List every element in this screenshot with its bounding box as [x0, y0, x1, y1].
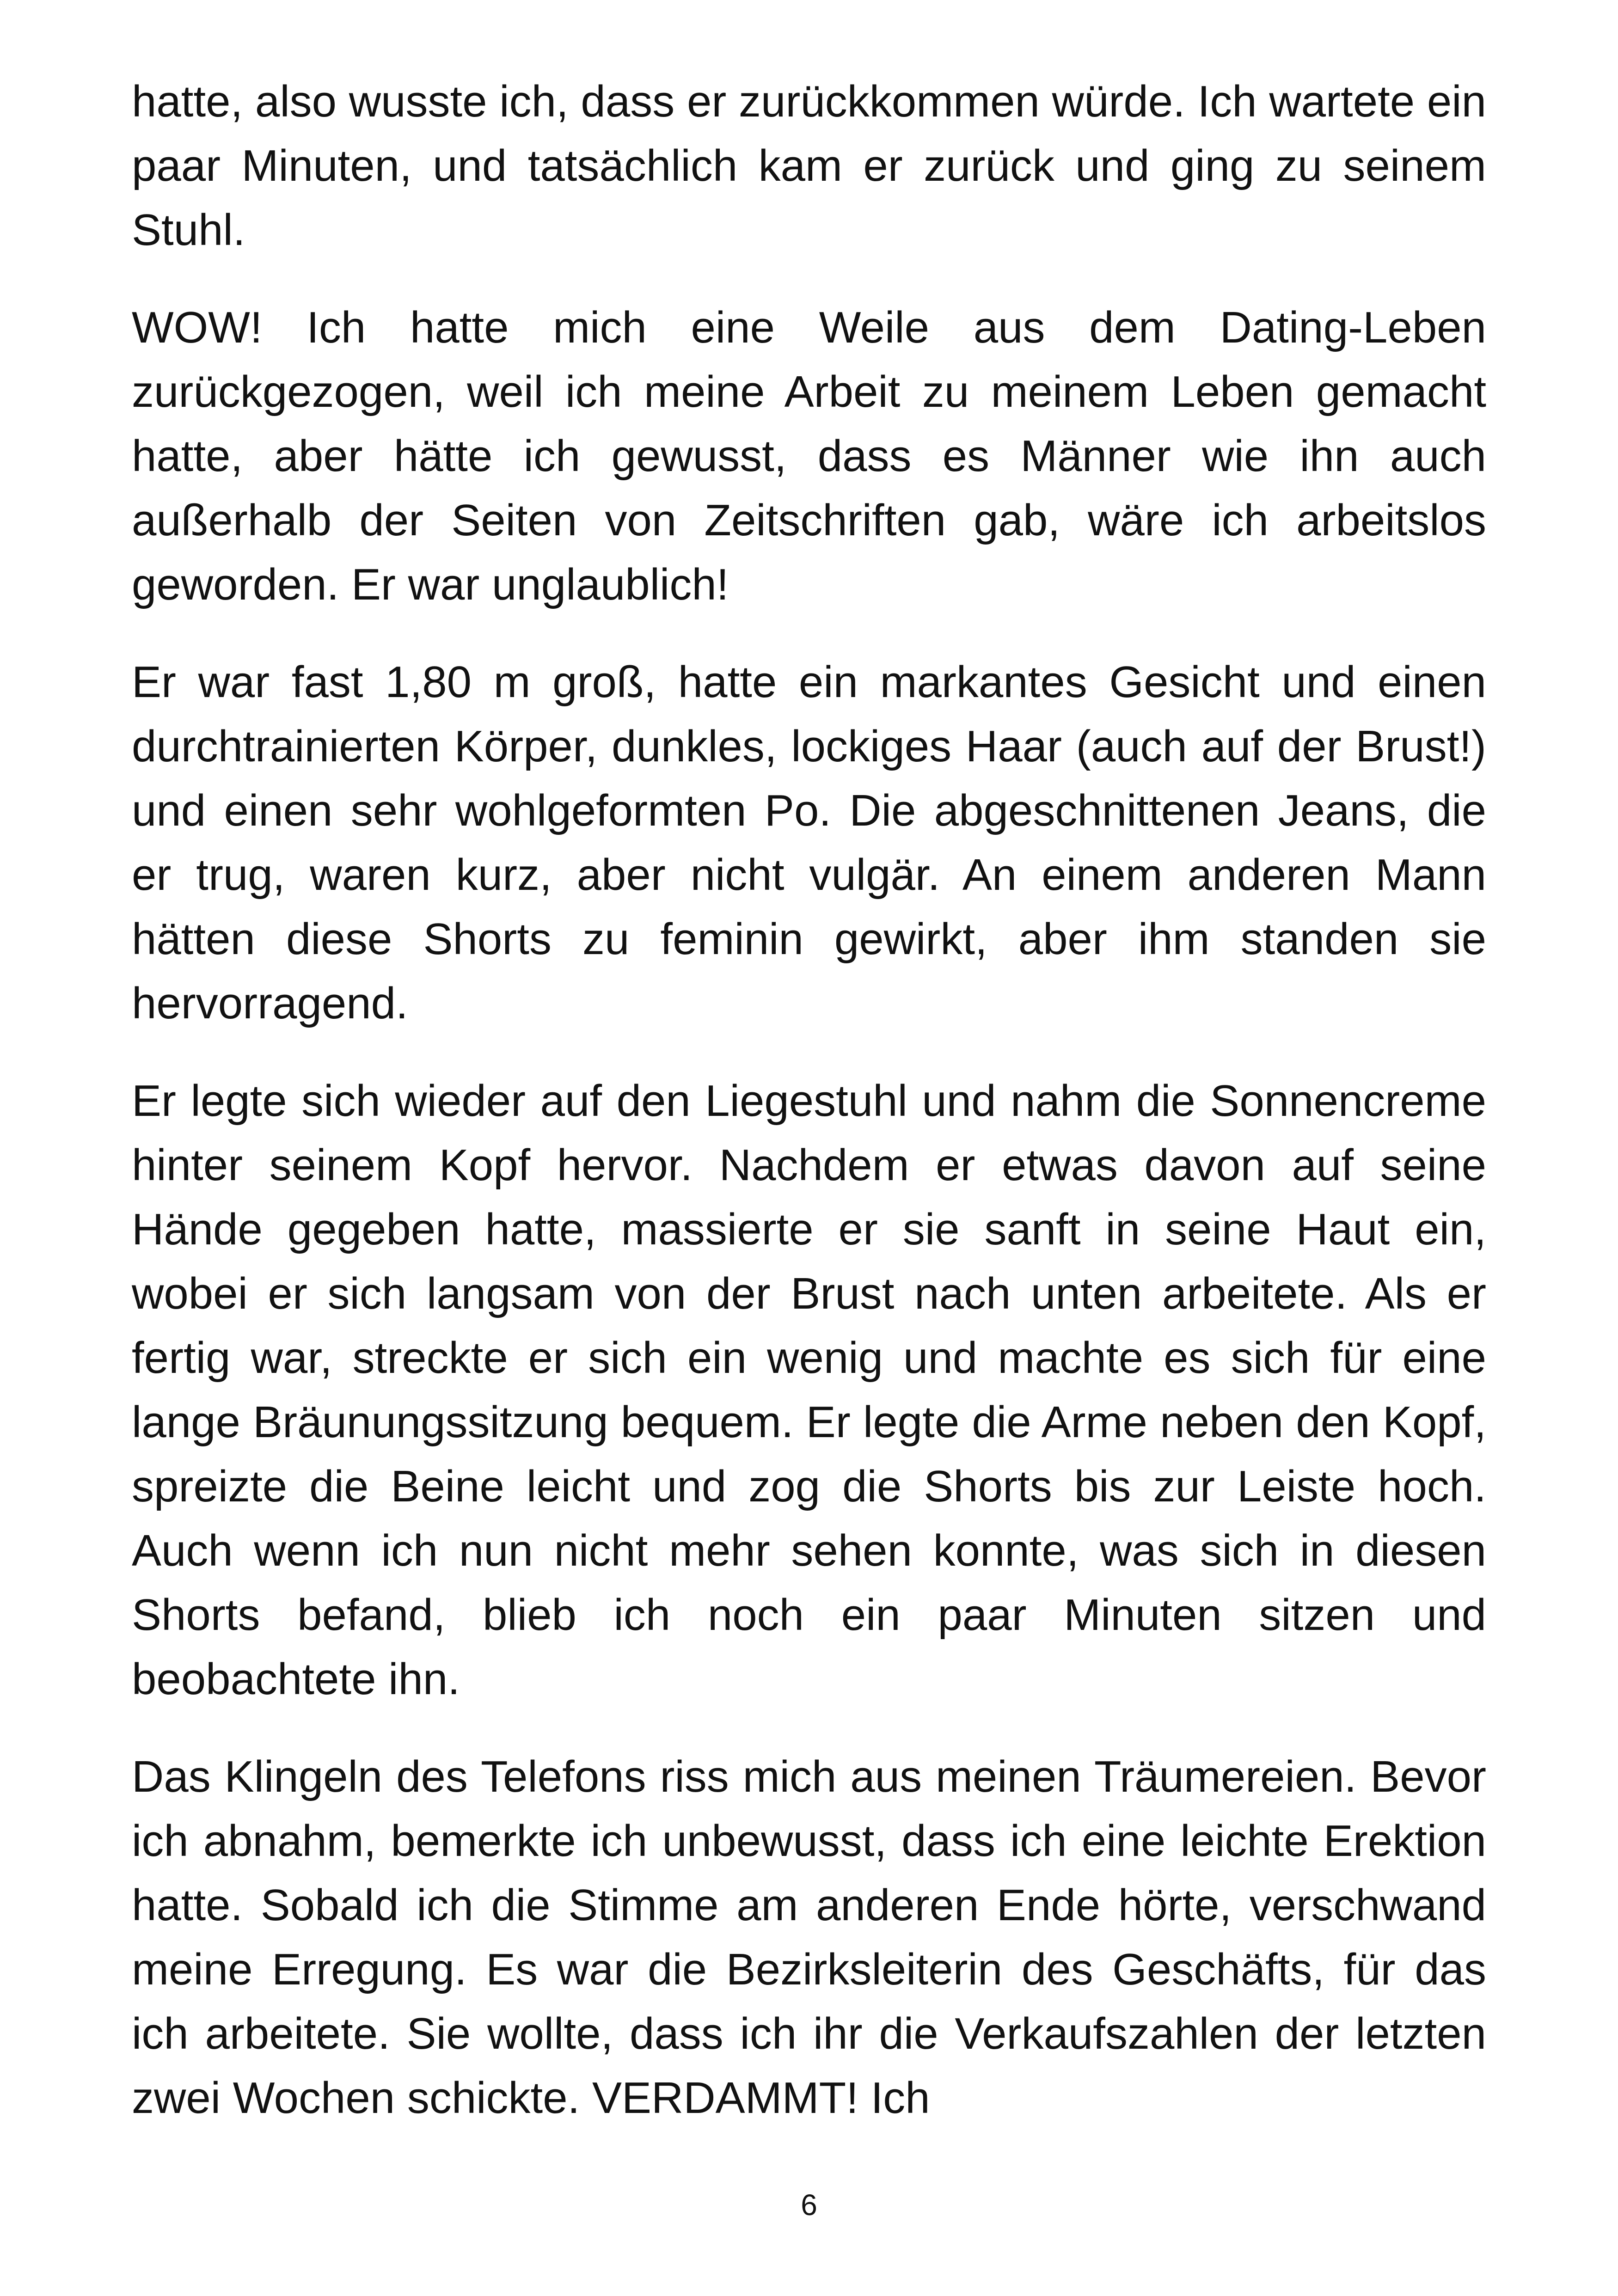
- paragraph-4: Er legte sich wieder auf den Liegestuhl und nahm die Sonnencreme hinter seinem Kopf hervor. Nachdem er etwas davon auf seine Hände gegeben hatte, massierte er sie sanft in seine Haut ein, wobei er sich langsam von der Brust nach unten arbeitete. Als er fertig war, streckte er sich ein wenig und machte es sich für eine lange Bräunungssitzung bequem. Er legte die Arme neben den Kopf, spreizte die Beine leicht und zog die Shorts bis zur Leiste hoch. Auch wenn ich nun nicht mehr sehen konnte, was sich in diesen Shorts befand, blieb ich noch ein paar Minuten sitzen und beobachtete ihn.: [132, 1076, 1486, 1704]
- page-number: 6: [801, 2188, 817, 2222]
- document-page: [132, 69, 1486, 2163]
- paragraph-1: hatte, also wusste ich, dass er zurückkommen würde. Ich wartete ein paar Minuten, und tatsächlich kam er zurück und ging zu seinem Stuhl.: [132, 77, 1486, 255]
- paragraph-5: Das Klingeln des Telefons riss mich aus meinen Träumereien. Bevor ich abnahm, bemerkte ich unbewusst, dass ich eine leichte Erektion hatte. Sobald ich die Stimme am anderen Ende hörte, verschwand meine Erregung. Es war die Bezirksleiterin des Geschäfts, für das ich arbeitete. Sie wollte, dass ich ihr die Verkaufszahlen der letzten zwei Wochen schickte. VERDAMMT! Ich: [132, 1752, 1486, 2123]
- paragraph-3: Er war fast 1,80 m groß, hatte ein markantes Gesicht und einen durchtrainierten Körper, dunkles, lockiges Haar (auch auf der Brust!) und einen sehr wohlgeformten Po. Die abgeschnittenen Jeans, die er trug, waren kurz, aber nicht vulgär. An einem anderen Mann hätten diese Shorts zu feminin gewirkt, aber ihm standen sie hervorragend.: [132, 657, 1486, 1028]
- paragraph-2: WOW! Ich hatte mich eine Weile aus dem Dating-Leben zurückgezogen, weil ich meine Arbeit zu meinem Leben gemacht hatte, aber hätte ich gewusst, dass es Männer wie ihn auch außerhalb der Seiten von Zeitschriften gab, wäre ich arbeitslos geworden. Er war unglaublich!: [132, 303, 1486, 609]
